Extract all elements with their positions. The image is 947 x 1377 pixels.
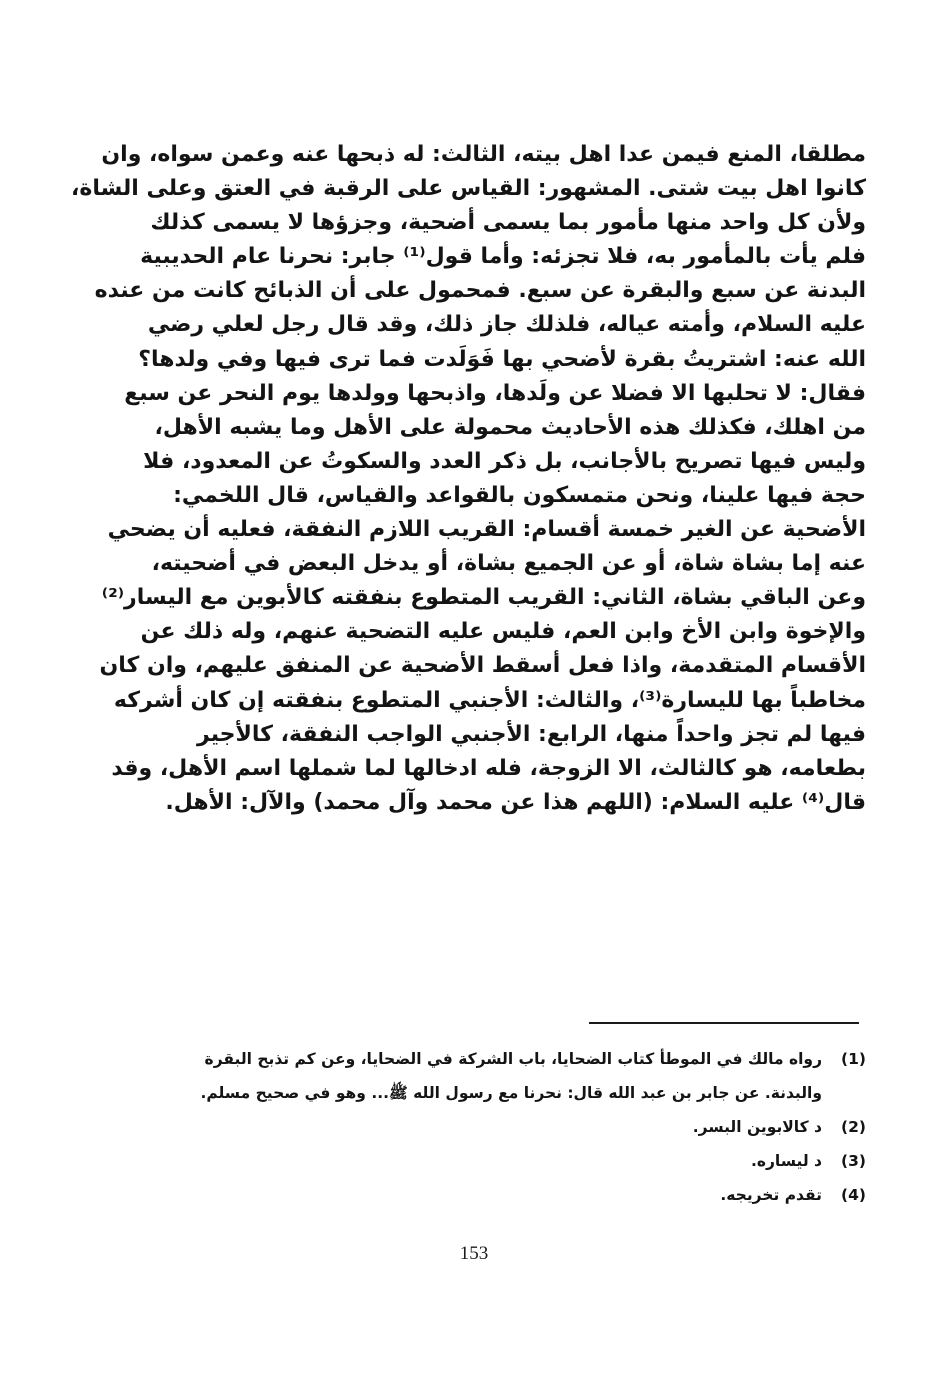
footnote-text [190,1144,822,1178]
footnote-3 [190,1144,866,1178]
text-line: من اهلك، فكذلك هذه الأحاديث محمولة على الأهل وما يشبه الأهل، [154,414,866,440]
footnote-separator [589,1022,859,1024]
text-line: قال⁽⁴⁾ عليه السلام: (اللهم هذا عن محمد وآل محمد) والآل: الأهل. [165,789,866,815]
text-line: الأقسام المتقدمة، واذا فعل أسقط الأضحية عن المنفق عليهم، وان كان [99,653,866,679]
text-line: ولأن كل واحد منها مأمور بما يسمى أضحية، وجزؤها لا يسمى كذلك [150,210,866,236]
footnote-number: (3) [841,1152,866,1170]
text-line: مطلقا، المنع فيمن عدا اهل بيته، الثالث: له ذبحها عنه وعمن سواه، وان [101,142,866,167]
page-number: 153 [459,1243,489,1264]
text-line: وعن الباقي بشاة، الثاني: القريب المتطوع بنفقته كالأبوين مع اليسار⁽²⁾ [101,585,866,611]
footnote-line: د كالابوين البسر. [692,1118,822,1136]
text-line: فقال: لا تحلبها الا فضلا عن ولَدها، واذبحها وولدها يوم النحر عن سبع [124,380,866,406]
footnote-line: تقدم تخريجه. [720,1186,822,1204]
footnote-line: رواه مالك في الموطأ كتاب الضحايا، باب الشركة في الضحايا، وعن كم تذبح البقرة [204,1050,822,1068]
text-line: كانوا اهل بيت شتى. المشهور: القياس على الرقبة في العتق وعلى الشاة، [71,176,866,202]
text-line: بطعامه، هو كالثالث، الا الزوجة، فله ادخالها لما شملها اسم الأهل، وقد [111,755,866,781]
footnote-number: (4) [841,1186,866,1204]
footnote-number: (1) [841,1050,866,1068]
text-line: الله عنه: اشتريتُ بقرة لأضحي بها فَوَلَدت فما ترى فيها وفي ولدها؟ [138,346,866,372]
footnote-line: والبدنة. عن جابر بن عبد الله قال: نحرنا مع رسول الله ﷺ... وهو في صحيح مسلم. [200,1084,822,1102]
footnote-text [190,1178,822,1212]
footnote-line: د ليساره. [750,1152,822,1170]
text-line: والإخوة وابن الأخ وابن العم، فليس عليه التضحية عنهم، وله ذلك عن [140,619,866,645]
main-text-block [71,138,866,820]
text-line: عليه السلام، وأمته عياله، فلذلك جاز ذلك، وقد قال رجل لعلي رضي [147,312,866,338]
footnote-2 [190,1110,866,1144]
text-line: فلم يأت بالمأمور به، فلا تجزئه: وأما قول⁽¹⁾ جابر: نحرنا عام الحديبية [140,244,866,270]
footnote-4 [190,1178,866,1212]
text-line: وليس فيها تصريح بالأجانب، بل ذكر العدد والسكوتُ عن المعدود، فلا [143,448,866,474]
footnote-text [190,1042,822,1110]
footnote-1 [190,1042,866,1110]
footnote-text [190,1110,822,1144]
text-line: فيها لم تجز واحداً منها، الرابع: الأجنبي الواجب النفقة، كالأجير [197,721,866,747]
text-line: عنه إما بشاة شاة، أو عن الجميع بشاة، أو يدخل البعض في أضحيته، [151,551,866,577]
footnotes-list [190,1042,866,1212]
text-line: الأضحية عن الغير خمسة أقسام: القريب اللازم النفقة، فعليه أن يضحي [107,517,866,543]
text-line: حجة فيها علينا، ونحن متمسكون بالقواعد والقياس، قال اللخمي: [173,482,866,508]
text-line: مخاطباً بها لليسارة⁽³⁾، والثالث: الأجنبي المتطوع بنفقته إن كان أشركه [113,687,866,713]
footnote-number: (2) [841,1118,866,1136]
text-line: البدنة عن سبع والبقرة عن سبع. فمحمول على أن الذبائح كانت من عنده [94,278,866,304]
